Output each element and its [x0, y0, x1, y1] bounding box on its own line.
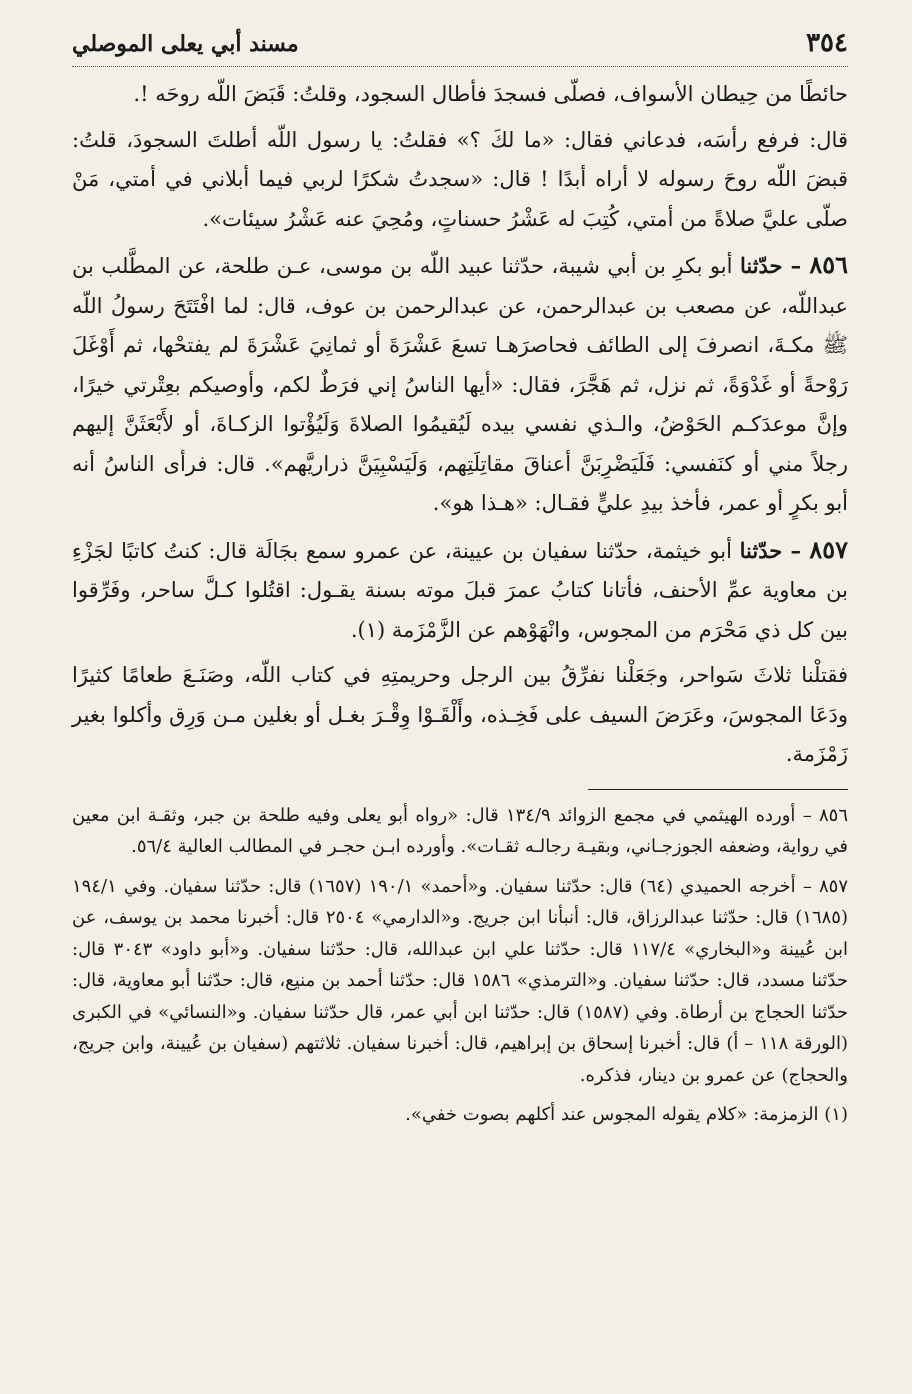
footnotes	[72, 800, 848, 1131]
hadith-857-lead: – حدّثنا	[739, 537, 810, 563]
hadith-856-lead: – حدّثنا	[739, 253, 810, 278]
paragraph-prophet-reply: قال: فرفع رأسَه، فدعاني فقال: «ما لكَ ؟» فقلتُ: يا رسول اللّه أطلتَ السجودَ، قلتُ: قبضَ اللّه روحَ رسوله لا أراه أبدًا ! قال: «سجدتُ شكرًا لربي فيما أبلاني في أمتي، مَنْ صلّى عليَّ صلاةً من أمتي، كُتِبَ له عَشْرُ حسناتٍ، ومُحِيَ عنه عَشْرُ سيئات».	[72, 127, 848, 231]
hadith-856	[72, 245, 848, 524]
hadith-856-text: أبو بكرِ بن أبي شيبة، حدّثنا عبيد اللّه بن موسى، عـن طلحة، عن المطَّلب بن عبداللّه، عن مصعب بن عبدالرحمن، عن عبدالرحمن بن عوف، قال: لما افْتَتَحَ رسولُ اللّه ﷺ مكـةَ، انصرفَ إلى الطائف فحاصرَهـا تسعَ عَشْرَةَ أو ثمانِيَ عَشْرَةَ لم يفتحْها، ثم أَوْغَلَ رَوْحةً أو غَدْوَةً، ثم نزل، ثم هَجَّرَ، فقال: «أيها الناسُ إني فرَطٌ لكم، وأوصيكم بعِتْرتي خيرًا، وإنَّ موعدَكـم الحَوْضُ، والـذي نفسي بيده لَيُقيمُوا الصلاةَ وَلَيُؤْتوا الزكـاةَ، أو لأَبْعَثَنَّ إليهم رجلاً مني أو كنَفسي: فَلَيَضْرِبَنَّ أعناقَ مقاتِلَتِهم، وَلَيَسْبِيَنَّ ذراريَّهم». قال: فرأى الناسُ أنه أبو بكرٍ أو عمر، فأخذ بيدِ عليٍّ فقـال: «هـذا هو».	[72, 254, 848, 515]
main-text	[72, 75, 848, 775]
hadith-857-text: أبو خيثمة، حدّثنا سفيان بن عيينة، عن عمرو سمع بجَالَة قال: كنتُ كاتبًا لجَزْءِ بن معاوية عمِّ الأحنف، فأتانا كتابُ عمرَ قبلَ موته بسنة يقـول: اقتُلوا كـلَّ ساحر، وفَرِّقوا بين كل ذي مَحْرَم من المجوس، وانْهَوْهم عن الزَّمْزَمة (١).	[72, 538, 848, 642]
hadith-857-continuation: فقتلْنا ثلاثَ سَواحر، وجَعَلْنا نفرِّقُ بين الرجل وحريمتِهِ في كتاب اللّه، وصَنَـعَ طعامًا كثيرًا ودَعَا المجوسَ، وعَرَضَ السيف على فَخِـذه، وأَلْقَـوْا وِقْـرَ بغـل أو بغلين مـن وَرِق وأكلوا بغير زَمْزَمة.	[72, 663, 848, 766]
footnote-1-zamzama: (١) الزمزمة: «كلام يقوله المجوس عند أكلهم بصوت خفي».	[405, 1104, 848, 1125]
paragraph-continuation: حائطًا من حِيطان الأسواف، فصلّى فسجدَ فأطال السجود، وقلتُ: قَبَضَ اللّه روحَه !.	[133, 82, 848, 106]
book-page	[72, 28, 848, 1139]
page-number: ٣٥٤	[806, 28, 848, 58]
footnote-divider	[588, 789, 848, 790]
hadith-857	[72, 530, 848, 651]
page-header	[72, 28, 848, 67]
book-title: مسند أبي يعلى الموصلي	[72, 31, 299, 57]
hadith-856-number: ٨٥٦	[809, 250, 848, 279]
hadith-857-number: ٨٥٧	[809, 534, 848, 564]
footnote-856: ٨٥٦ – أورده الهيثمي في مجمع الزوائد ١٣٤/٩ قال: «رواه أبو يعلى وفيه طلحة بن جبر، وثقـة ابن معين في رواية، وضعفه الجوزجـاني، وبقيـة رجالـه ثقـات». وأورده ابـن حجـر في المطالب العالية ٥٦/٤.	[72, 804, 848, 857]
footnote-857: ٨٥٧ – أخرجه الحميدي (٦٤) قال: حدّثنا سفيان. و«أحمد» ١٩٠/١ (١٦٥٧) قال: حدّثنا سفيان. وفي ١٩٤/١ (١٦٨٥) قال: حدّثنا عبدالرزاق، قال: أنبأنا ابن جريج. و«الدارمي» ٢٥٠٤ قال: أخبرنا محمد بن يوسف، عن ابن عُيينة و«البخاري» ١١٧/٤ قال: حدّثنا علي ابن عبدالله، قال: حدّثنا سفيان. و«أبو داود» ٣٠٤٣ قال: حدّثنا مسدد، قال: حدّثنا سفيان. و«الترمذي» ١٥٨٦ قال: حدّثنا أحمد بن منيع، قال: حدّثنا أبو معاوية، قال: حدّثنا الحجاج بن أرطاة. وفي (١٥٨٧) قال: حدّثنا ابن أبي عمر، قال حدّثنا سفيان. و«النسائي» في الكبرى (الورقة ١١٨ – أ) قال: أخبرنا إسحاق بن إبراهيم، قال: أخبرنا سفيان. ثلاثتهم (سفيان بن عُيينة، وابن جريج، والحجاج) عن عمرو بن دينار، فذكره.	[72, 875, 849, 1086]
